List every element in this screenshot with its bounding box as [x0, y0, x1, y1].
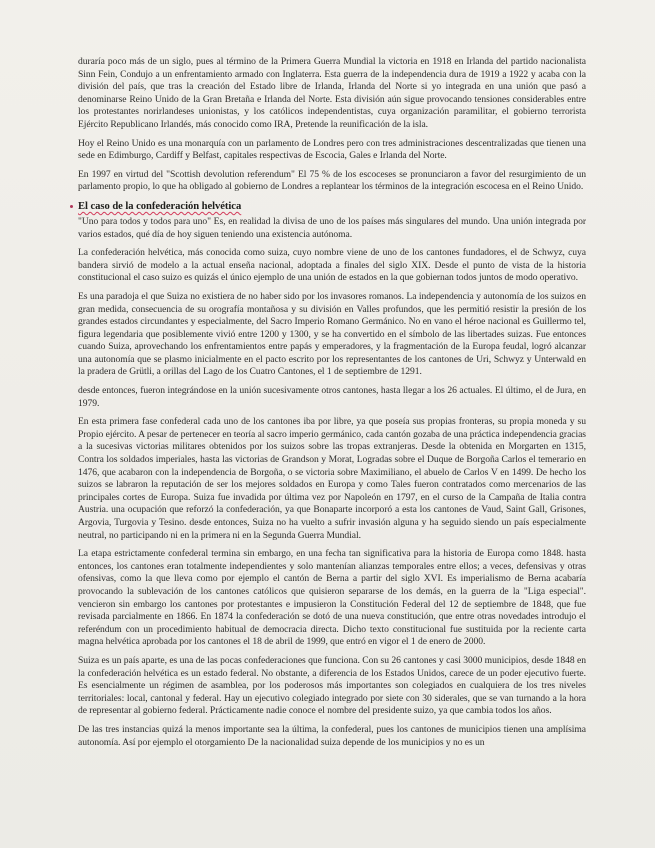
paragraph-uk-administrations: Hoy el Reino Unido es una monarquía con un parlamento de Londres pero con tres administraciones descentralizadas que tienen una sede en Edimburgo, Cardiff y Belfast, capitales respectivas de Escocia, Gales e Irlanda del Norte.	[78, 137, 586, 162]
paragraph-motto: "Uno para todos y todos para uno" Es, en realidad la divisa de uno de los países más singulares del mundo. Una unión integrada por varios estados, qué día de hoy siguen teniendo una existencia autónoma.	[78, 215, 586, 240]
paragraph-swiss-origins: Es una paradoja el que Suiza no existiera de no haber sido por los invasores romanos. La independencia y autonomía de los suizos en gran medida, consecuencia de su orografía montañosa y su división en Valles profundos, que les permitió resistir la presión de los grandes estados circundantes y especialmente, del Sacro Imperio Romano Germánico. No en vano el héroe nacional es Guillermo tel, figura legendaria que posiblemente vivió entre 1200 y 1300, y se ha convertido en el símbolo de las libertades suizas. Fue entonces cuando Suiza, aprovechando los enfrentamientos entre papás y emperadores, y la fragmentación de la Europa feudal, logró alcanzar una autonomía que se plasmo inicialmente en el pacto escrito por los representantes de los cantones de Uri, Schwyz y Unterwald en la pradera de Grütli, a orillas del Lago de los Cuatro Cantones, el 1 de septiembre de 1291.	[78, 290, 586, 378]
document-body	[78, 56, 586, 755]
heading-bullet-icon	[70, 205, 73, 208]
paragraph-municipal-autonomy: De las tres instancias quizá la menos importante sea la última, la confederal, pues los cantones de municipios tienen una amplísima autonomía. Así por ejemplo el otorgamiento De la nacionalidad suiza depende de los municipios y no es un	[78, 723, 586, 748]
section-heading-text: El caso de la confederación helvética	[78, 200, 242, 212]
paragraph-ireland-history: duraría poco más de un siglo, pues al término de la Primera Guerra Mundial la victoria en 1918 en Irlanda del partido nacionalista Sinn Fein, Condujo a un enfrentamiento armado con Inglaterra. Esta guerra de la independencia dura de 1919 a 1922 y acaba con la división del país, que tras la creación del Estado libre de Irlanda, Irlanda del Norte si yo integrada en una unión que pasó a denominarse Reino Unido de la Gran Bretaña e Irlanda del Norte. Esta división aún sigue provocando tensiones considerables entre los protestantes norirlandeses unionistas, y los católicos independentistas, cuya organización paramilitar, el gobierno terrorista Ejército Republicano Irlandés, más conocido como IRA, Pretende la reunificación de la isla.	[78, 56, 586, 130]
paragraph-confederal-phase: En esta primera fase confederal cada uno de los cantones iba por libre, ya que poseía sus propias fronteras, su propia moneda y su Propio ejército. A pesar de pertenecer en teoría al sacro imperio germánico, cada cantón gozaba de una práctica independencia gracias a la sucesivas victorias militares obtenidos por los suizos sobre las tropas extranjeras. Desde la obtenida en Morgarten en 1315, Contra los soldados imperiales, hasta las victorias de Grandson y Morat, Logradas sobre el Duque de Borgoña Carlos el temerario en 1476, que acabaron con la independencia de Borgoña, o se victoria sobre Maximiliano, el abuelo de Carlos V en 1499. De hecho los suizos se labraron la reputación de ser los mejores soldados en Europa y como Tales fueron contratados como mercenarios de las principales cortes de Europa. Suiza fue invadida por última vez por Napoleón en 1797, en el curso de la Campaña de Italia contra Austria. una ocupación que reforzó la confederación, ya que Bonaparte incorporó a esta los cantones de Vaud, Saint Gall, Grisones, Argovia, Turgovia y Tesino. desde entonces, Suiza no ha vuelto a sufrir invasión alguna y ha seguido siendo un país especialmente neutral, no participando ni en la primera ni en la Segunda Guerra Mundial.	[78, 416, 586, 541]
paragraph-federal-constitution: La etapa estrictamente confederal termina sin embargo, en una fecha tan significativa para la historia de Europa como 1848. hasta entonces, los cantones eran totalmente independientes y solo mantenían alianzas temporales entre ellos; a veces, defensivas y otras ofensivas, como la que lleva como por ejemplo el cantón de Berna a partir del siglo XVI. Es imperialismo de Berna acabaría provocando la sublevación de los cantones católicos que quisieron separarse de los demás, en la guerra de la "Liga especial". vencieron sin embargo los cantones por protestantes e impusieron la Constitución Federal del 12 de septiembre de 1848, que fue revisada parcialmente en 1866. En 1874 la confederación se dotó de una nueva constitución, que entre otras novedades introdujo el referéndum con un procedimiento habitual de democracia directa. Dicho texto constitucional fue sustituida por la reciente carta magna helvética aprobada por los cantones el 18 de abril de 1999, que entró en vigor el 1 de enero de 2000.	[78, 548, 586, 648]
paragraph-swiss-confederation: La confederación helvética, más conocida como suiza, cuyo nombre viene de uno de los cantones fundadores, el de Schwyz, cuya bandera sirvió de modelo a la actual enseña nacional, adoptada a finales del siglo XIX. Desde el punto de vista de la historia constitucional el caso suizo es quizás el único ejemplo de una unión de estados en la que gobiernan todos juntos de modo operativo.	[78, 247, 586, 284]
paragraph-cantons-integration: desde entonces, fueron integrándose en la unión sucesivamente otros cantones, hasta llegar a los 26 actuales. El último, el de Jura, en 1979.	[78, 385, 586, 409]
paragraph-scottish-referendum: En 1997 en virtud del "Scottish devolution referendum" El 75 % de los escoceses se pronunciaron a favor del resurgimiento de un parlamento propio, lo que ha obligado al gobierno de Londres a replantear los términos de la integración escocesa en el Reino Unido.	[78, 168, 586, 193]
section-heading	[70, 200, 586, 213]
paragraph-swiss-government: Suiza es un país aparte, es una de las pocas confederaciones que funciona. Con su 26 cantones y casi 3000 municipios, desde 1848 en la confederación helvética es un estado federal. No obstante, a diferencia de los Estados Unidos, carece de un poder ejecutivo fuerte. Es esencialmente un régimen de asamblea, por los poderosos más importantes son colegiados en cualquiera de los tres niveles territoriales: local, cantonal y federal. Hay un ejecutivo colegiado integrado por siete con 30 siderales, que se van turnando a la hora de representar al gobierno federal. Prácticamente nadie conoce el nombre del presidente suizo, ya que cambia todos los años.	[78, 654, 586, 717]
